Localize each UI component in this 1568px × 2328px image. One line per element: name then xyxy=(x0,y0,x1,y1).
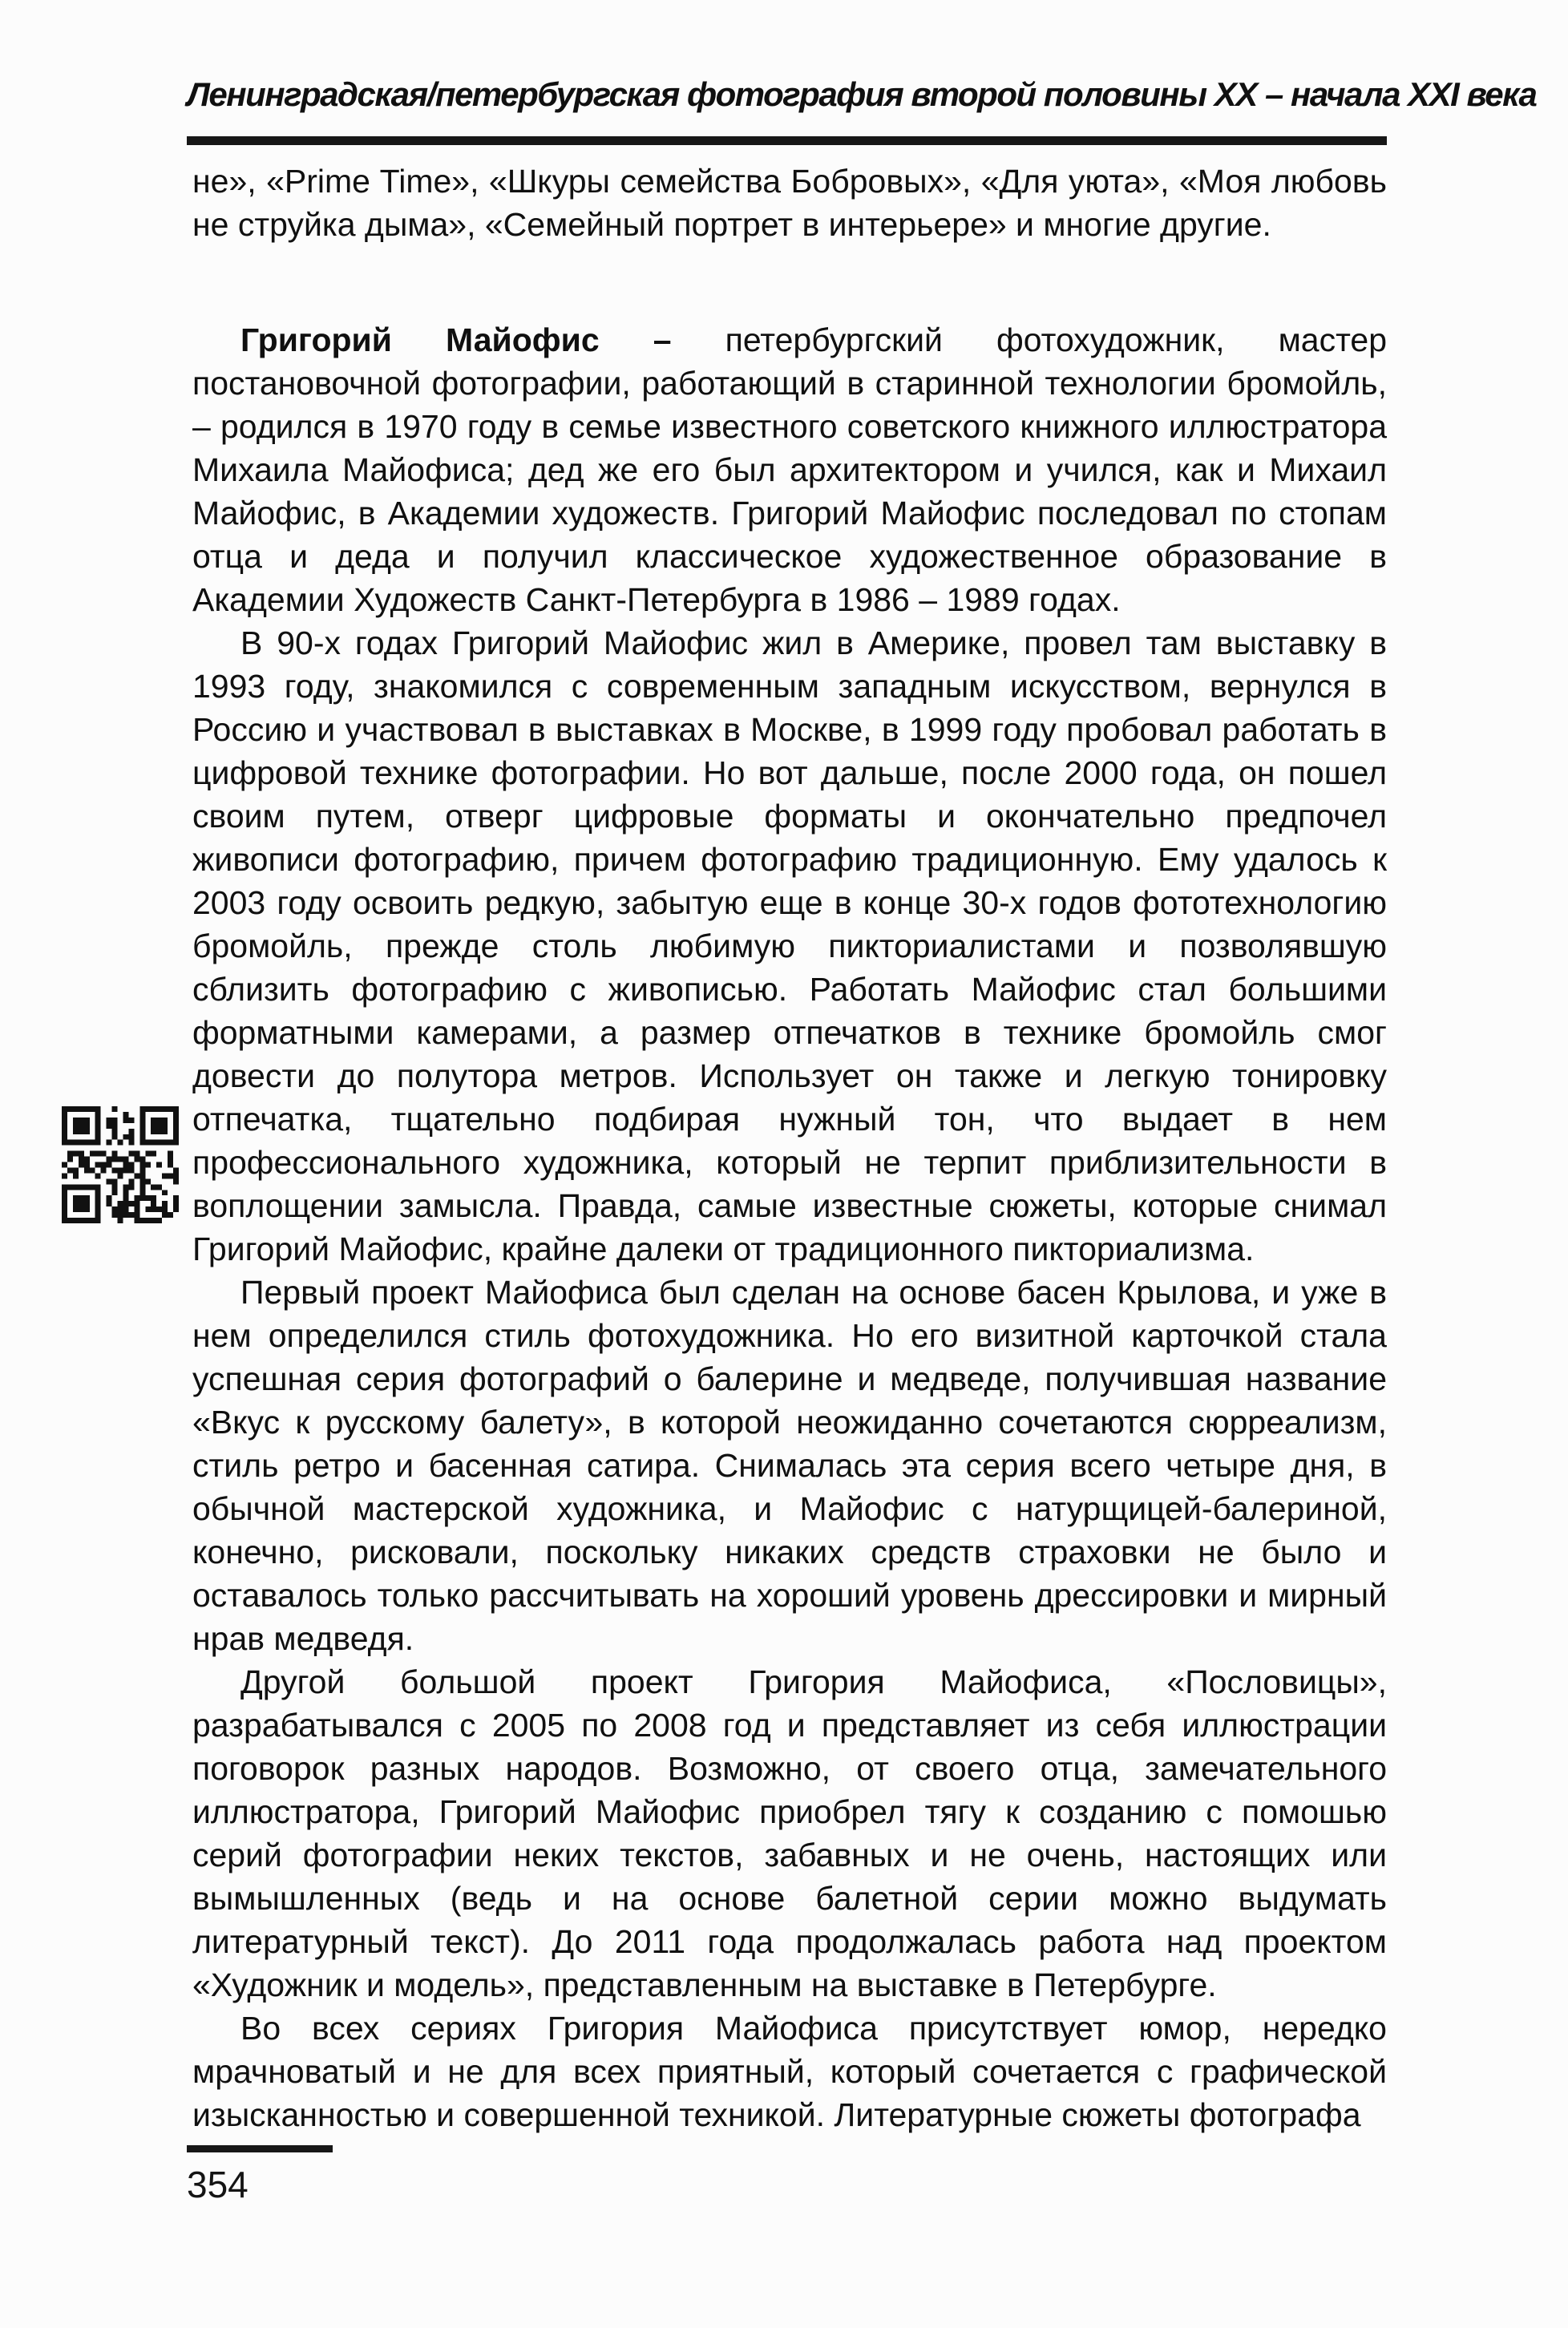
footer-rule xyxy=(187,2145,333,2152)
page-number: 354 xyxy=(187,2164,249,2205)
paragraph: Другой большой проект Григория Майофиса, «Пословицы», разрабатывался с 2005 по 2008 год и представляет из себя иллюстрации поговорок разных народов. Возможно, от своего отца, замечательного иллюстратора, Григорий Майофис приобрел тягу к созданию с помошью серий фотографии неких текстов, забавных и не очень, настоящих или вымышленных (ведь и на основе балетной серии можно выдумать литературный текст). До 2011 года продолжалась работа над проектом «Художник и модель», представленным на выставке в Петербурге. xyxy=(192,1663,1387,2003)
paragraph: Григорий Майофис – петербургский фотохудожник, мастер постановочной фотографии, работающий в старинной технологии бромойль, – родился в 1970 году в семье известного советского книжного иллюстратора Михаила Майофиса; дед же его был архитектором и учился, как и Михаил Майофис, в Академии художеств. Григорий Майофис последовал по стопам отца и деда и получил классическое художественное образование в Академии Художеств Санкт-Петербурга в 1986 – 1989 годах. xyxy=(192,321,1387,618)
paragraph: Первый проект Майофиса был сделан на основе басен Крылова, и уже в нем определился стиль фотохудожника. Но его визитной карточкой стала успешная серия фотографий о балерине и медведе, получившая название «Вкус к русскому балету», в которой неожиданно сочетаются сюрреализм, стиль ретро и басенная сатира. Снималась эта серия всего четыре дня, в обычной мастерской художника, и Майофис с натурщицей-балериной, конечно, рисковали, поскольку никаких средств страховки не было и оставалось только рассчитывать на хороший уровень дрессировки и мирный нрав медведя. xyxy=(192,1274,1387,1657)
header-rule xyxy=(187,136,1387,145)
paragraph-bold-lead: Григорий Майофис – xyxy=(240,321,725,358)
paragraph: В 90-х годах Григорий Майофис жил в Америке, провел там выставку в 1993 году, знакомился с современным западным искусством, вернулся в Россию и участвовал в выставках в Москве, в 1999 году пробовал работать в цифровой технике фотографии. Но вот дальше, после 2000 года, он пошел своим путем, отверг цифровые форматы и окончательно предпочел живописи фотографию, причем фотографию традиционную. Ему удалось к 2003 году освоить редкую, забытую еще в конце 30-х годов фототехнологию бромойль, прежде столь любимую пикториалистами и позволявшую сблизить фотографию с живописью. Работать Майофис стал большими форматными камерами, а размер отпечатков в технике бромойль смог довести до полутора метров. Использует он также и легкую тонировку отпечатка, тщательно подбирая нужный тон, что выдает в нем профессионального художника, который не терпит приблизительности в воплощении замысла. Правда, самые известные сюжеты, которые снимал Григорий Майофис, крайне далеки от традиционного пикториализма. xyxy=(192,624,1387,1267)
body-text xyxy=(192,160,1387,2136)
qr-code-icon xyxy=(62,1106,179,1223)
paragraph: не», «Prime Time», «Шкуры семейства Бобровых», «Для уюта», «Моя любовь не струйка дыма», «Семейный портрет в интерьере» и многие другие. xyxy=(192,163,1387,243)
paragraph: Во всех сериях Григория Майофиса присутствует юмор, нередко мрачноватый и не для всех приятный, который сочетается с графической изысканностью и совершенной техникой. Литературные сюжеты фотографа xyxy=(192,2010,1387,2133)
running-header-title: Ленинградская/петербургская фотография второй половины XX – начала XXI века xyxy=(187,75,1537,113)
